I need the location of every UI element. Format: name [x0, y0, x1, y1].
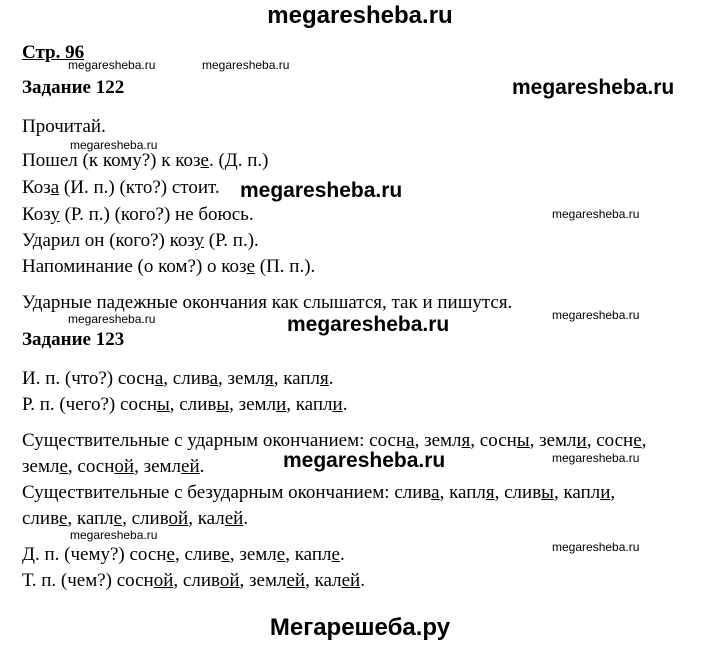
text-fragment: , слив — [494, 482, 542, 503]
text-fragment: , земл — [529, 430, 577, 451]
watermark-small: megaresheba.ru — [70, 528, 158, 542]
watermark-small: megaresheba.ru — [68, 58, 156, 72]
text-fragment: Существительные с безударным окончанием: слив — [22, 482, 432, 503]
text-fragment: , капл — [285, 544, 332, 565]
underlined-ending: ей — [181, 456, 200, 477]
task-122-line — [22, 150, 269, 172]
text-fragment: Напоминание (о ком?) о коз — [22, 256, 247, 277]
underlined-ending: е — [58, 508, 68, 529]
watermark-small: megaresheba.ru — [552, 540, 640, 554]
task-122-line — [22, 204, 254, 226]
text-fragment: Д. п. (чему?) сосн — [22, 544, 167, 565]
text-fragment: , капл — [286, 394, 333, 415]
task-122-conclusion: Ударные падежные окончания как слышатся, так и пишутся. — [22, 292, 513, 313]
watermark-small: megaresheba.ru — [552, 308, 640, 322]
task-123-title: Задание 123 — [22, 329, 125, 350]
underlined-ending: у — [194, 230, 205, 251]
task-122-line — [22, 256, 315, 278]
underlined-ending: е — [200, 150, 209, 171]
text-fragment: слив — [22, 508, 59, 529]
task-123-line — [22, 368, 334, 390]
underlined-ending: а — [431, 482, 440, 503]
text-fragment: , земл — [229, 394, 277, 415]
underlined-ending: у — [50, 204, 60, 225]
underlined-ending: я — [264, 368, 274, 389]
underlined-ending: а — [209, 368, 219, 389]
text-fragment: , земл — [239, 570, 287, 591]
text-fragment: И. п. (что?) сосн — [22, 368, 155, 389]
text-fragment: . — [243, 508, 249, 529]
text-fragment: . — [339, 544, 345, 565]
underlined-ending: е — [633, 430, 642, 451]
underlined-ending: и — [332, 394, 343, 415]
task-122-instruction: Прочитай. — [22, 116, 106, 137]
underlined-ending: ей — [341, 570, 361, 591]
task-123-line — [22, 456, 204, 478]
text-fragment: . — [199, 456, 205, 477]
underlined-ending: ой — [168, 508, 189, 529]
underlined-ending: ы — [516, 430, 530, 451]
underlined-ending: е — [59, 456, 68, 477]
text-fragment: . (Д. п.) — [208, 150, 269, 171]
text-fragment: , слив — [169, 394, 217, 415]
underlined-ending: е — [113, 508, 123, 529]
text-fragment: . — [360, 570, 365, 591]
text-fragment: Т. п. (чем?) сосн — [22, 570, 154, 591]
text-fragment: , кал — [188, 508, 225, 529]
text-fragment: , — [610, 482, 616, 503]
underlined-ending: а — [406, 430, 415, 451]
underlined-ending: и — [600, 482, 611, 503]
task-123-line — [22, 508, 248, 530]
task-123-line — [22, 570, 365, 592]
underlined-ending: ей — [286, 570, 306, 591]
underlined-ending: ей — [224, 508, 244, 529]
text-fragment: , сосн — [67, 456, 115, 477]
text-fragment: (Р. п.) (кого?) не боюсь. — [59, 204, 254, 225]
task-122-line — [22, 177, 220, 199]
underlined-ending: е — [166, 544, 175, 565]
underlined-ending: ы — [541, 482, 554, 503]
text-fragment: земл — [22, 456, 60, 477]
text-fragment: , сосн — [470, 430, 517, 451]
task-122-title: Задание 122 — [22, 77, 125, 98]
task-123-line — [22, 482, 615, 504]
underlined-ending: я — [485, 482, 495, 503]
text-fragment: , капл — [67, 508, 114, 529]
footer-brand[interactable]: Мегарешеба.ру — [269, 614, 451, 641]
task-123-line — [22, 394, 347, 416]
underlined-ending: ой — [153, 570, 174, 591]
text-fragment: , капл — [553, 482, 601, 503]
underlined-ending: е — [276, 544, 286, 565]
text-fragment: , слив — [174, 544, 222, 565]
text-fragment: , слив — [122, 508, 169, 529]
text-fragment: . — [328, 368, 334, 389]
site-title[interactable]: megaresheba.ru — [267, 2, 453, 29]
underlined-ending: я — [320, 368, 329, 389]
task-122-line — [22, 230, 259, 252]
watermark-small: megaresheba.ru — [68, 312, 156, 326]
underlined-ending: и — [276, 394, 287, 415]
watermark-small: megaresheba.ru — [552, 451, 640, 465]
text-fragment: , слив — [173, 570, 220, 591]
text-fragment: , капл — [273, 368, 321, 389]
underlined-ending: е — [221, 544, 230, 565]
text-fragment: . — [342, 394, 348, 415]
text-fragment: Ударил он (кого?) коз — [22, 230, 195, 251]
watermark-small: megaresheba.ru — [202, 58, 290, 72]
underlined-ending: я — [461, 430, 471, 451]
underlined-ending: ой — [219, 570, 240, 591]
text-fragment: , земл — [218, 368, 265, 389]
text-fragment: (Р. п.). — [204, 230, 259, 251]
text-fragment: (П. п.). — [255, 256, 316, 277]
underlined-ending: е — [246, 256, 255, 277]
text-fragment: Пошел (к кому?) к коз — [22, 150, 201, 171]
text-fragment: Коз — [22, 177, 51, 198]
text-fragment: , — [641, 430, 647, 451]
watermark-big: megaresheba.ru — [240, 179, 403, 202]
text-fragment: Коз — [22, 204, 51, 225]
task-123-line — [22, 544, 345, 566]
text-fragment: , кал — [305, 570, 342, 591]
underlined-ending: а — [50, 177, 60, 198]
text-fragment: , земл — [229, 544, 277, 565]
text-fragment: , слив — [163, 368, 210, 389]
watermark-big: megaresheba.ru — [283, 449, 446, 472]
text-fragment: , земл — [134, 456, 182, 477]
text-fragment: , капл — [439, 482, 486, 503]
watermark-big: megaresheba.ru — [512, 76, 675, 99]
underlined-ending: а — [154, 368, 164, 389]
text-fragment: Существительные с ударным окончанием: сосн — [22, 430, 407, 451]
watermark-big: megaresheba.ru — [287, 313, 450, 336]
underlined-ending: ой — [114, 456, 135, 477]
underlined-ending: и — [576, 430, 587, 451]
text-fragment: , земл — [414, 430, 462, 451]
watermark-small: megaresheba.ru — [552, 207, 640, 221]
text-fragment: (И. п.) (кто?) стоит. — [59, 177, 220, 198]
watermark-small: megaresheba.ru — [70, 138, 158, 152]
underlined-ending: е — [331, 544, 340, 565]
underlined-ending: ы — [157, 394, 170, 415]
underlined-ending: ы — [216, 394, 230, 415]
page-label: Стр. 96 — [22, 42, 85, 63]
text-fragment: Р. п. (чего?) сосн — [22, 394, 158, 415]
text-fragment: , сосн — [586, 430, 634, 451]
